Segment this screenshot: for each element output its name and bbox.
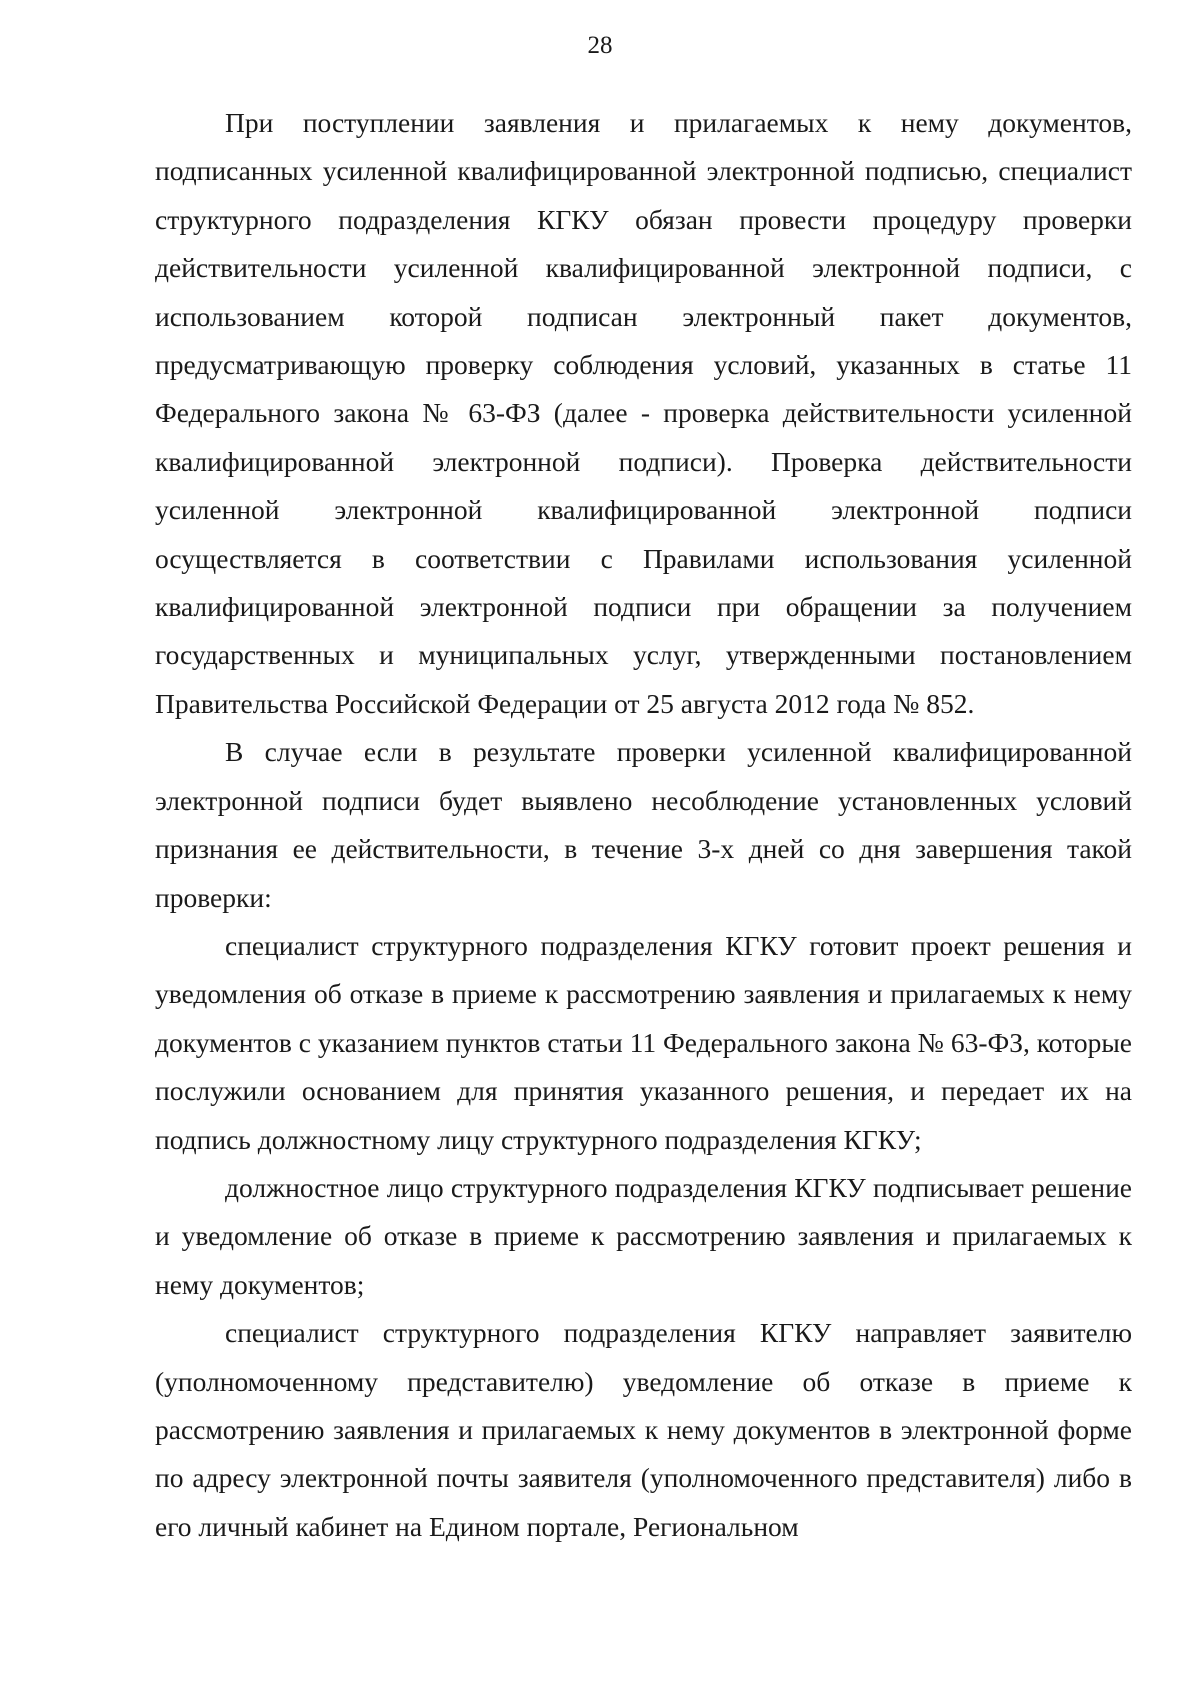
paragraph-verification-failure: В случае если в результате проверки усиленной квалифицированной электронной подписи будет выявлено несоблюдение установленных условий признания ее действительности, в течение 3-х дней со дня завершения такой проверки:	[155, 736, 1132, 913]
paragraph-specialist-sends: специалист структурного подразделения КГКУ направляет заявителю (уполномоченному представителю) уведомление об отказе в приеме к рассмотрению заявления и прилагаемых к нему документов в электронной форме по адресу электронной почты заявителя (уполномоченного представителя) либо в его личный кабинет на Едином портале, Региональном	[155, 1317, 1132, 1542]
document-body	[155, 99, 1132, 1551]
paragraph-specialist-prepares: специалист структурного подразделения КГКУ готовит проект решения и уведомления об отказе в приеме к рассмотрению заявления и прилагаемых к нему документов с указанием пунктов статьи 11 Федерального закона № 63-ФЗ, которые послужили основанием для принятия указанного решения, и передает их на подпись должностному лицу структурного подразделения КГКУ;	[155, 929, 1132, 1155]
page-number: 28	[587, 32, 613, 59]
paragraph-signature-verification: При поступлении заявления и прилагаемых к нему документов, подписанных усиленной квалифицированной электронной подписью, специалист структурного подразделения КГКУ обязан провести процедуру проверки действительности усиленной квалифицированной электронной подписи, с использованием которой подписан электронный пакет документов, предусматривающую проверку соблюдения условий, указанных в статье 11 Федерального закона № 63-ФЗ (далее - проверка действительности усиленной квалифицированной электронной подписи). Проверка действительности усиленной электронной квалифицированной электронной подписи осуществляется в соответствии с Правилами использования усиленной квалифицированной электронной подписи при обращении за получением государственных и муниципальных услуг, утвержденными постановлением Правительства Российской Федерации от 25 августа 2012 года № 852.	[155, 107, 1132, 719]
paragraph-official-signs: должностное лицо структурного подразделения КГКУ подписывает решение и уведомление об отказе в приеме к рассмотрению заявления и прилагаемых к нему документов;	[155, 1171, 1132, 1300]
